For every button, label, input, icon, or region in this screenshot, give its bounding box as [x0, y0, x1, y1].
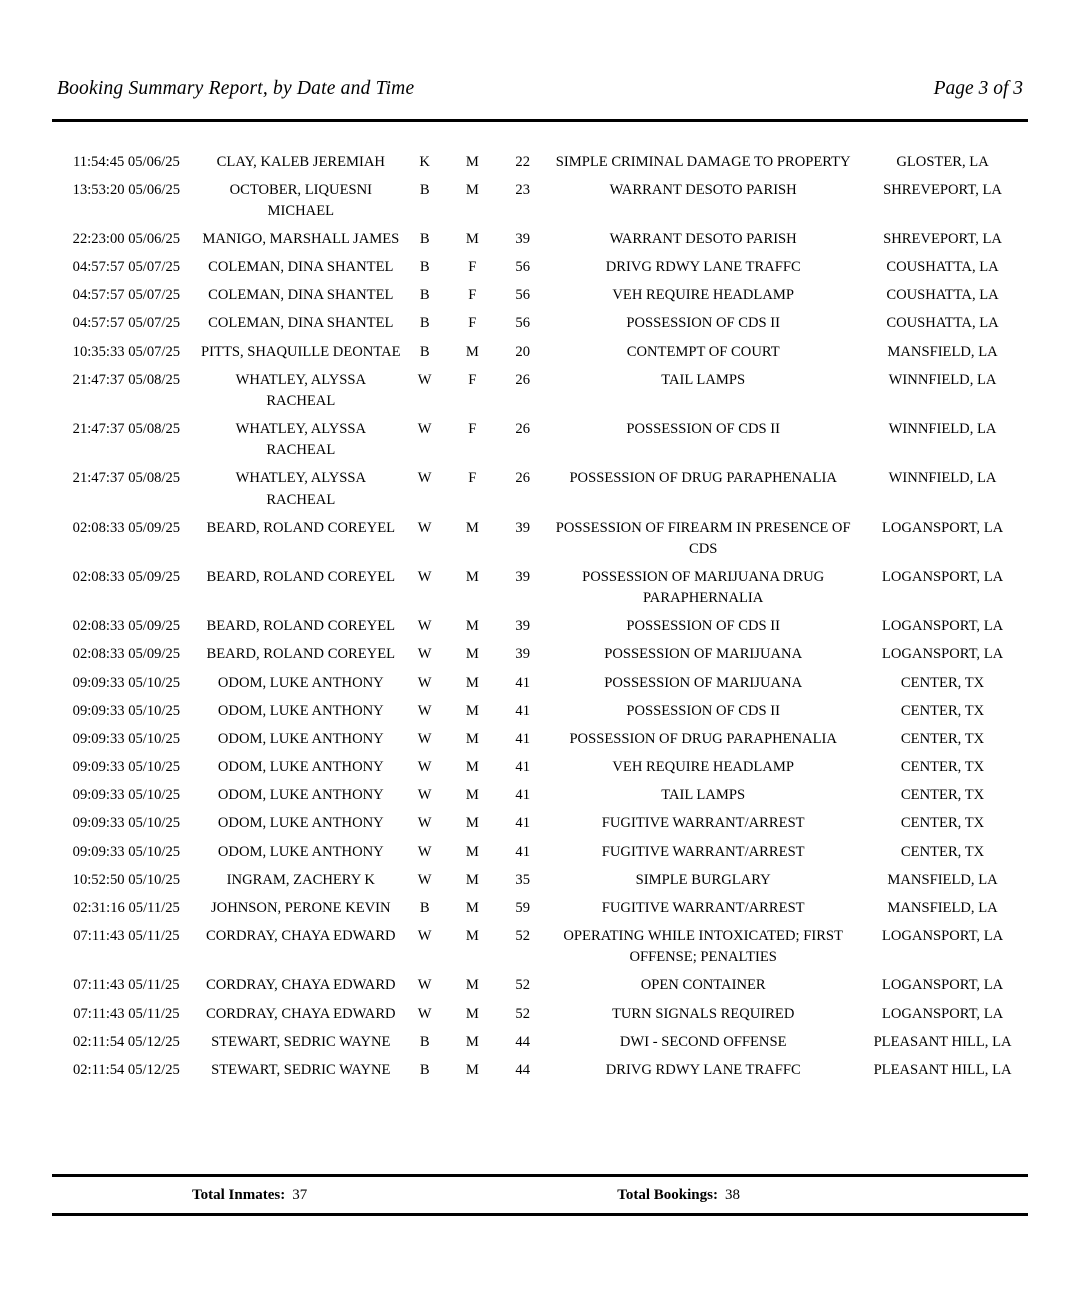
table-row: [52, 972, 1028, 1000]
cell-name: WHATLEY, ALYSSA RACHEAL: [235, 421, 367, 459]
cell-race: W: [417, 470, 432, 487]
table-row: [52, 1000, 1028, 1028]
cell-name: ODOM, LUKE ANTHONY: [217, 787, 384, 804]
cell-time-date: 02:11:54 05/12/25: [72, 1061, 180, 1078]
total-bookings-value: 38: [724, 1187, 740, 1203]
cell-charge: DRIVG RDWY LANE TRAFFC: [605, 259, 801, 276]
cell-charge: POSSESSION OF MARIJUANA: [604, 646, 803, 663]
cell-time-date: 11:54:45 05/06/25: [72, 153, 180, 170]
cell-time-date: 10:35:33 05/07/25: [72, 343, 181, 360]
cell-city: LOGANSPORT, LA: [881, 928, 1004, 945]
table-row: [52, 697, 1028, 725]
cell-name: BEARD, ROLAND COREYEL: [206, 646, 396, 663]
cell-time-date: 02:08:33 05/09/25: [72, 646, 181, 663]
cell-age: 41: [515, 674, 531, 691]
total-inmates-value: 37: [292, 1187, 308, 1203]
cell-charge: VEH REQUIRE HEADLAMP: [612, 759, 794, 776]
cell-sex: M: [465, 730, 479, 747]
cell-race: K: [419, 153, 430, 170]
cell-city: CENTER, TX: [900, 702, 985, 719]
cell-sex: F: [468, 470, 477, 487]
cell-sex: M: [465, 1033, 479, 1050]
cell-age: 52: [515, 977, 531, 994]
cell-name: STEWART, SEDRIC WAYNE: [211, 1033, 391, 1050]
cell-city: CENTER, TX: [900, 674, 985, 691]
table-row: [52, 866, 1028, 894]
cell-race: B: [419, 287, 430, 304]
cell-city: SHREVEPORT, LA: [883, 181, 1002, 198]
cell-sex: M: [465, 759, 479, 776]
table-row: [52, 838, 1028, 866]
cell-charge: FUGITIVE WARRANT/ARREST: [601, 843, 805, 860]
cell-time-date: 02:11:54 05/12/25: [72, 1033, 180, 1050]
cell-name: JOHNSON, PERONE KEVIN: [211, 899, 391, 916]
cell-race: B: [419, 343, 430, 360]
cell-city: PLEASANT HILL, LA: [873, 1061, 1012, 1078]
cell-age: 39: [515, 519, 531, 536]
cell-time-date: 22:23:00 05/06/25: [72, 230, 181, 247]
cell-city: SHREVEPORT, LA: [883, 230, 1002, 247]
cell-race: B: [419, 1061, 430, 1078]
cell-age: 39: [515, 569, 531, 585]
total-bookings-label: Total Bookings:: [617, 1187, 718, 1203]
table-row: [52, 310, 1028, 338]
cell-sex: M: [465, 843, 479, 860]
cell-race: B: [419, 230, 430, 247]
cell-name: COLEMAN, DINA SHANTEL: [208, 259, 394, 276]
cell-name: BEARD, ROLAND COREYEL: [206, 569, 396, 585]
cell-time-date: 21:47:37 05/08/25: [72, 421, 181, 438]
cell-age: 56: [515, 287, 531, 304]
cell-race: W: [417, 702, 432, 719]
cell-city: LOGANSPORT, LA: [881, 977, 1004, 994]
cell-race: W: [417, 1005, 432, 1022]
cell-sex: M: [465, 519, 479, 536]
cell-sex: F: [468, 421, 477, 438]
cell-charge: WARRANT DESOTO PARISH: [609, 181, 797, 198]
cell-name: ODOM, LUKE ANTHONY: [217, 759, 384, 776]
cell-city: LOGANSPORT, LA: [881, 569, 1004, 585]
cell-name: CORDRAY, CHAYA EDWARD: [205, 977, 396, 994]
cell-race: B: [419, 259, 430, 276]
cell-name: OCTOBER, LIQUESNI MICHAEL: [229, 181, 373, 219]
cell-charge: POSSESSION OF DRUG PARAPHENALIA: [569, 470, 837, 487]
cell-city: LOGANSPORT, LA: [881, 519, 1004, 536]
cell-sex: M: [465, 230, 479, 247]
table-row: [52, 641, 1028, 669]
total-inmates-label: Total Inmates:: [192, 1187, 286, 1203]
cell-time-date: 02:08:33 05/09/25: [72, 618, 181, 635]
cell-charge: POSSESSION OF MARIJUANA: [604, 674, 803, 691]
cell-charge: OPERATING WHILE INTOXICATED; FIRST OFFENSE; PENALTIES: [563, 928, 843, 966]
cell-age: 41: [515, 787, 531, 804]
cell-name: MANIGO, MARSHALL JAMES: [202, 230, 400, 247]
cell-race: W: [417, 815, 432, 832]
cell-charge: POSSESSION OF CDS II: [626, 702, 781, 719]
cell-city: COUSHATTA, LA: [886, 315, 999, 332]
header-divider: [52, 119, 1028, 122]
cell-city: LOGANSPORT, LA: [881, 646, 1004, 663]
cell-race: B: [419, 315, 430, 332]
cell-city: CENTER, TX: [900, 730, 985, 747]
totals-row: [52, 1177, 1028, 1213]
cell-age: 26: [515, 421, 531, 438]
cell-sex: M: [465, 815, 479, 832]
cell-name: INGRAM, ZACHERY K: [226, 871, 375, 888]
cell-sex: F: [468, 315, 477, 332]
cell-time-date: 02:08:33 05/09/25: [72, 569, 181, 585]
cell-city: LOGANSPORT, LA: [881, 1005, 1004, 1022]
cell-sex: M: [465, 181, 479, 198]
cell-city: PLEASANT HILL, LA: [873, 1033, 1012, 1050]
table-row: [52, 254, 1028, 282]
table-row: [52, 1028, 1028, 1056]
cell-race: W: [417, 977, 432, 994]
cell-age: 41: [515, 702, 531, 719]
cell-city: MANSFIELD, LA: [887, 343, 998, 360]
table-row: [52, 564, 1028, 613]
cell-city: WINNFIELD, LA: [888, 470, 997, 487]
table-row: [52, 810, 1028, 838]
cell-sex: F: [468, 259, 477, 276]
cell-time-date: 07:11:43 05/11/25: [73, 1005, 180, 1022]
cell-race: W: [417, 618, 432, 635]
cell-city: COUSHATTA, LA: [886, 287, 999, 304]
cell-city: MANSFIELD, LA: [887, 871, 998, 888]
cell-time-date: 04:57:57 05/07/25: [72, 315, 181, 332]
cell-race: B: [419, 1033, 430, 1050]
cell-race: W: [417, 843, 432, 860]
cell-sex: M: [465, 899, 479, 916]
cell-time-date: 09:09:33 05/10/25: [72, 787, 181, 804]
cell-age: 52: [515, 1005, 531, 1022]
cell-name: WHATLEY, ALYSSA RACHEAL: [235, 470, 367, 508]
cell-charge: FUGITIVE WARRANT/ARREST: [601, 815, 805, 832]
cell-age: 41: [515, 730, 531, 747]
cell-charge: POSSESSION OF CDS II: [626, 315, 781, 332]
cell-city: COUSHATTA, LA: [886, 259, 999, 276]
cell-city: CENTER, TX: [900, 843, 985, 860]
cell-age: 52: [515, 928, 531, 945]
cell-charge: POSSESSION OF FIREARM IN PRESENCE OF CDS: [555, 519, 851, 557]
report-footer: [52, 1174, 1028, 1216]
cell-race: B: [419, 181, 430, 198]
cell-time-date: 10:52:50 05/10/25: [72, 871, 181, 888]
cell-time-date: 02:31:16 05/11/25: [72, 899, 180, 916]
cell-age: 22: [515, 153, 531, 170]
cell-charge: DRIVG RDWY LANE TRAFFC: [605, 1061, 801, 1078]
cell-age: 39: [515, 618, 531, 635]
cell-sex: M: [465, 343, 479, 360]
cell-race: W: [417, 787, 432, 804]
cell-city: CENTER, TX: [900, 759, 985, 776]
cell-name: PITTS, SHAQUILLE DEONTAE: [201, 343, 401, 360]
cell-charge: CONTEMPT OF COURT: [626, 343, 780, 360]
cell-charge: POSSESSION OF CDS II: [626, 421, 781, 438]
cell-name: ODOM, LUKE ANTHONY: [217, 843, 384, 860]
cell-name: COLEMAN, DINA SHANTEL: [208, 287, 394, 304]
cell-name: CORDRAY, CHAYA EDWARD: [205, 1005, 396, 1022]
cell-name: BEARD, ROLAND COREYEL: [206, 618, 396, 635]
table-row: [52, 754, 1028, 782]
cell-sex: M: [465, 928, 479, 945]
cell-name: CLAY, KALEB JEREMIAH: [216, 153, 385, 170]
table-row: [52, 465, 1028, 514]
cell-age: 20: [515, 343, 531, 360]
cell-race: W: [417, 759, 432, 776]
table-row: [52, 514, 1028, 563]
table-row: [52, 1056, 1028, 1084]
cell-sex: F: [468, 371, 477, 388]
cell-charge: WARRANT DESOTO PARISH: [609, 230, 797, 247]
cell-race: W: [417, 928, 432, 945]
cell-time-date: 07:11:43 05/11/25: [73, 928, 180, 945]
cell-name: CORDRAY, CHAYA EDWARD: [205, 928, 396, 945]
cell-name: STEWART, SEDRIC WAYNE: [211, 1061, 391, 1078]
cell-charge: VEH REQUIRE HEADLAMP: [612, 287, 794, 304]
cell-age: 39: [515, 646, 531, 663]
bookings-table: [52, 148, 1028, 1084]
cell-age: 41: [515, 815, 531, 832]
cell-race: W: [417, 871, 432, 888]
cell-name: ODOM, LUKE ANTHONY: [217, 702, 384, 719]
cell-race: B: [419, 899, 430, 916]
cell-charge: SIMPLE BURGLARY: [635, 871, 771, 888]
cell-name: COLEMAN, DINA SHANTEL: [208, 315, 394, 332]
cell-age: 26: [515, 371, 531, 388]
cell-city: LOGANSPORT, LA: [881, 618, 1004, 635]
cell-time-date: 02:08:33 05/09/25: [72, 519, 181, 536]
table-row: [52, 894, 1028, 922]
cell-charge: DWI - SECOND OFFENSE: [619, 1033, 787, 1050]
page-number: Page 3 of 3: [933, 78, 1023, 99]
cell-sex: M: [465, 569, 479, 585]
cell-charge: OPEN CONTAINER: [640, 977, 766, 994]
cell-charge: POSSESSION OF DRUG PARAPHENALIA: [569, 730, 837, 747]
cell-race: W: [417, 569, 432, 585]
cell-sex: F: [468, 287, 477, 304]
cell-time-date: 09:09:33 05/10/25: [72, 730, 181, 747]
cell-age: 59: [515, 899, 531, 916]
cell-time-date: 04:57:57 05/07/25: [72, 287, 181, 304]
cell-name: ODOM, LUKE ANTHONY: [217, 730, 384, 747]
table-row: [52, 782, 1028, 810]
cell-age: 26: [515, 470, 531, 487]
table-row: [52, 669, 1028, 697]
cell-sex: M: [465, 787, 479, 804]
cell-city: CENTER, TX: [900, 787, 985, 804]
cell-age: 39: [515, 230, 531, 247]
table-row: [52, 225, 1028, 253]
cell-time-date: 21:47:37 05/08/25: [72, 470, 181, 487]
table-row: [52, 366, 1028, 415]
cell-charge: TURN SIGNALS REQUIRED: [611, 1005, 795, 1022]
cell-race: W: [417, 674, 432, 691]
cell-time-date: 04:57:57 05/07/25: [72, 259, 181, 276]
cell-race: W: [417, 371, 432, 388]
table-row: [52, 416, 1028, 465]
cell-race: W: [417, 730, 432, 747]
cell-sex: M: [465, 1061, 479, 1078]
table-row: [52, 923, 1028, 972]
cell-time-date: 09:09:33 05/10/25: [72, 843, 181, 860]
cell-age: 41: [515, 759, 531, 776]
cell-charge: FUGITIVE WARRANT/ARREST: [601, 899, 805, 916]
cell-sex: M: [465, 618, 479, 635]
cell-race: W: [417, 646, 432, 663]
cell-time-date: 09:09:33 05/10/25: [72, 674, 181, 691]
cell-sex: M: [465, 702, 479, 719]
cell-city: WINNFIELD, LA: [888, 421, 997, 438]
table-row: [52, 725, 1028, 753]
footer-divider-bottom: [52, 1213, 1028, 1216]
cell-time-date: 21:47:37 05/08/25: [72, 371, 181, 388]
cell-sex: M: [465, 153, 479, 170]
cell-name: WHATLEY, ALYSSA RACHEAL: [235, 371, 367, 409]
total-bookings: [617, 1187, 740, 1204]
cell-age: 35: [515, 871, 531, 888]
cell-charge: TAIL LAMPS: [661, 371, 746, 388]
cell-time-date: 13:53:20 05/06/25: [72, 181, 181, 198]
cell-charge: POSSESSION OF CDS II: [626, 618, 781, 635]
cell-sex: M: [465, 871, 479, 888]
cell-name: ODOM, LUKE ANTHONY: [217, 674, 384, 691]
cell-charge: TAIL LAMPS: [661, 787, 746, 804]
cell-charge: SIMPLE CRIMINAL DAMAGE TO PROPERTY: [555, 153, 851, 170]
bookings-table-body: [52, 148, 1028, 1084]
cell-city: CENTER, TX: [900, 815, 985, 832]
cell-age: 44: [515, 1061, 531, 1078]
cell-city: WINNFIELD, LA: [888, 371, 997, 388]
cell-race: W: [417, 519, 432, 536]
cell-charge: POSSESSION OF MARIJUANA DRUG PARAPHERNALIA: [582, 569, 825, 607]
cell-sex: M: [465, 1005, 479, 1022]
cell-age: 56: [515, 259, 531, 276]
cell-sex: M: [465, 977, 479, 994]
page-title: Booking Summary Report, by Date and Time: [57, 78, 415, 99]
cell-age: 23: [515, 181, 531, 198]
table-row: [52, 176, 1028, 225]
cell-age: 56: [515, 315, 531, 332]
cell-time-date: 07:11:43 05/11/25: [73, 977, 180, 994]
cell-age: 44: [515, 1033, 531, 1050]
total-inmates: [192, 1187, 307, 1204]
table-row: [52, 613, 1028, 641]
cell-name: ODOM, LUKE ANTHONY: [217, 815, 384, 832]
cell-time-date: 09:09:33 05/10/25: [72, 815, 181, 832]
report-header: [52, 78, 1028, 100]
table-row: [52, 148, 1028, 176]
cell-name: BEARD, ROLAND COREYEL: [206, 519, 396, 536]
cell-race: W: [417, 421, 432, 438]
cell-sex: M: [465, 674, 479, 691]
cell-sex: M: [465, 646, 479, 663]
cell-age: 41: [515, 843, 531, 860]
table-row: [52, 338, 1028, 366]
table-row: [52, 282, 1028, 310]
cell-time-date: 09:09:33 05/10/25: [72, 702, 181, 719]
cell-city: GLOSTER, LA: [896, 153, 989, 170]
cell-time-date: 09:09:33 05/10/25: [72, 759, 181, 776]
cell-city: MANSFIELD, LA: [887, 899, 998, 916]
